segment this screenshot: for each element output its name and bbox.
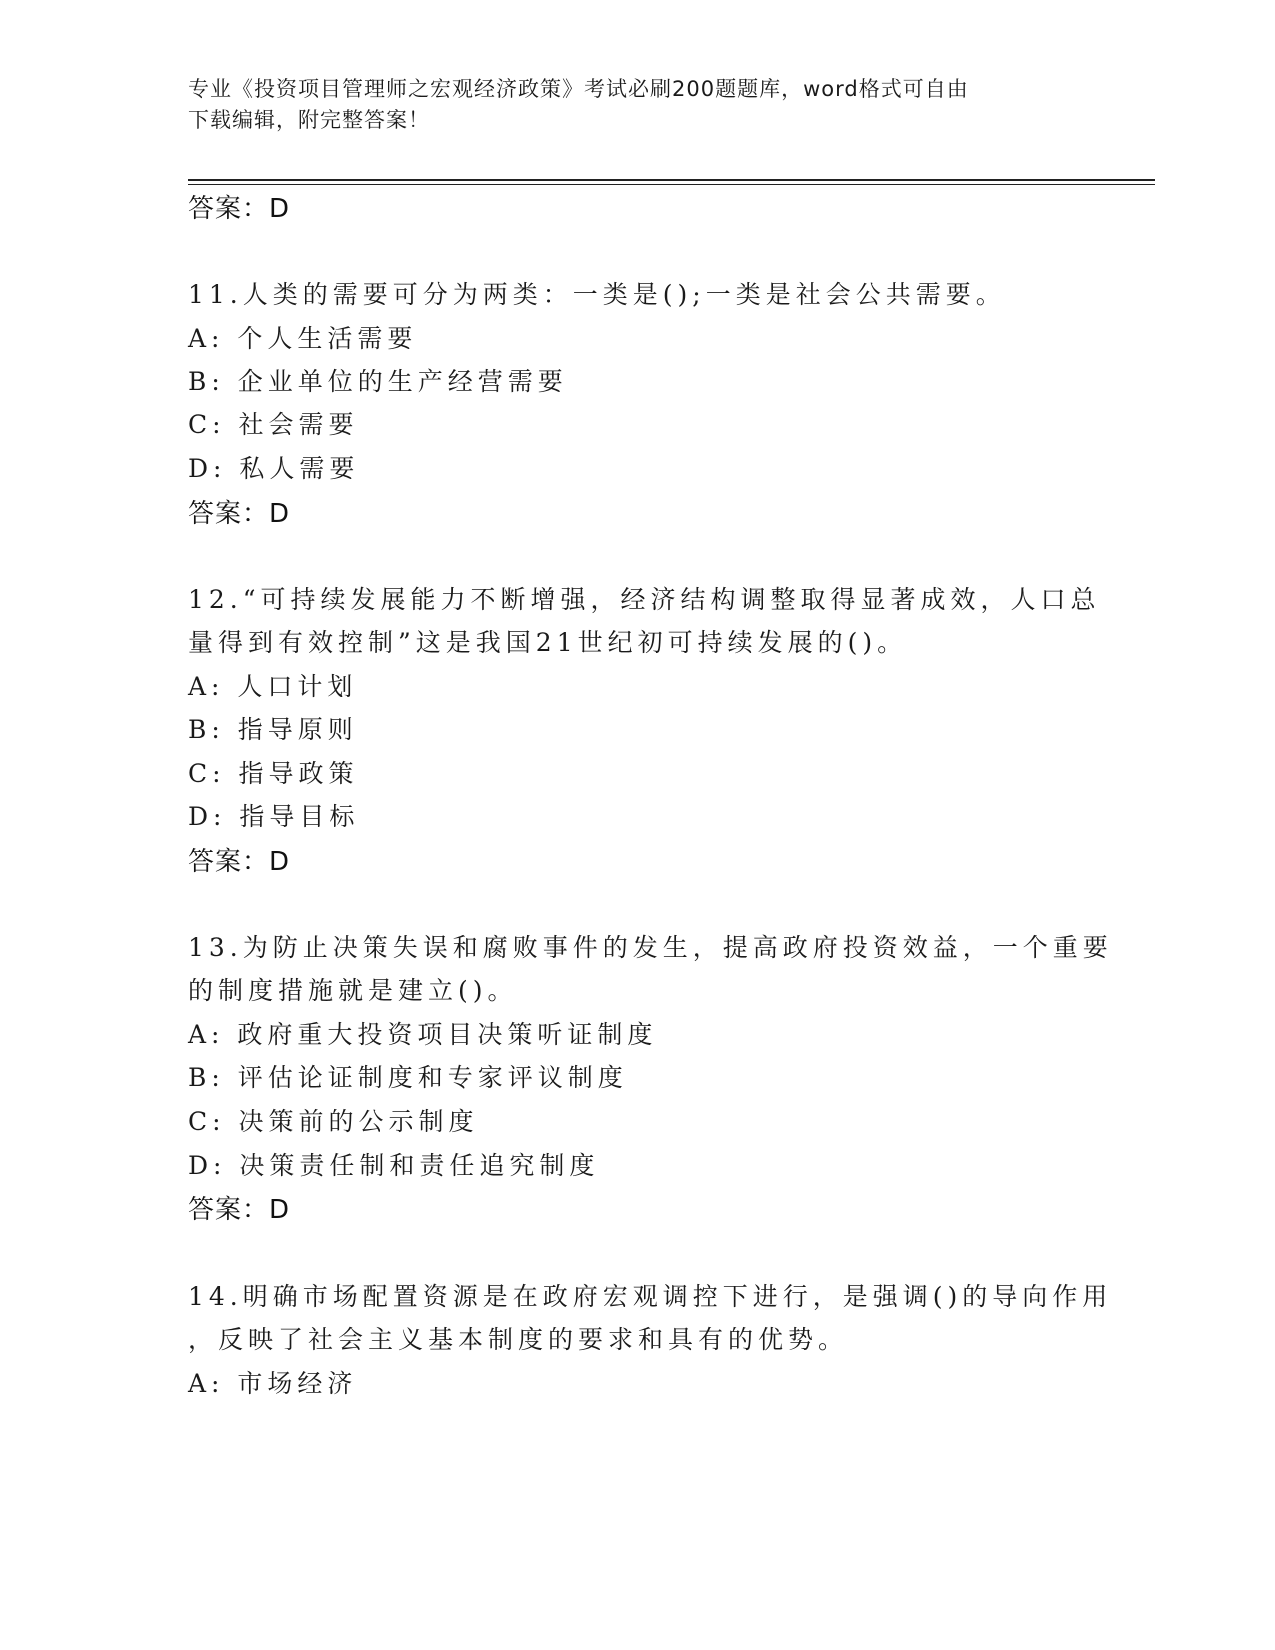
option-b: B: 评估论证制度和专家评议制度 xyxy=(188,1063,628,1092)
option-b: B: 指导原则 xyxy=(188,715,358,744)
option-d: D: 私人需要 xyxy=(188,454,360,483)
answer-line: 答案：D xyxy=(188,499,291,529)
question-12-text-cont: 量得到有效控制”这是我国21世纪初可持续发展的()。 xyxy=(188,628,908,657)
option-a: A: 政府重大投资项目决策听证制度 xyxy=(188,1020,658,1049)
option-a: A: 市场经济 xyxy=(188,1369,358,1398)
option-c: C: 社会需要 xyxy=(188,410,359,439)
option-c: C: 决策前的公示制度 xyxy=(188,1107,479,1136)
question-12-text: 12.“可持续发展能力不断增强，经济结构调整取得显著成效，人口总 xyxy=(188,585,1101,614)
option-a: A: 个人生活需要 xyxy=(188,324,418,353)
header-divider xyxy=(188,179,1155,181)
header-divider-thin xyxy=(188,184,1155,185)
question-13-text-cont: 的制度措施就是建立()。 xyxy=(188,976,518,1005)
option-d: D: 决策责任制和责任追究制度 xyxy=(188,1151,600,1180)
question-14-text: 14.明确市场配置资源是在政府宏观调控下进行，是强调()的导向作用 xyxy=(188,1282,1113,1311)
answer-line: 答案：D xyxy=(188,1195,291,1225)
option-a: A: 人口计划 xyxy=(188,672,358,701)
question-13-text: 13.为防止决策失误和腐败事件的发生，提高政府投资效益，一个重要 xyxy=(188,933,1113,962)
header-line-1: 专业《投资项目管理师之宏观经济政策》考试必刷200题题库，word格式可自由 xyxy=(188,77,969,101)
option-b: B: 企业单位的生产经营需要 xyxy=(188,367,568,396)
question-11-text: 11.人类的需要可分为两类：一类是();一类是社会公共需要。 xyxy=(188,280,1006,309)
option-d: D: 指导目标 xyxy=(188,802,360,831)
question-14-text-cont: ，反映了社会主义基本制度的要求和具有的优势。 xyxy=(188,1325,849,1354)
answer-line: 答案：D xyxy=(188,194,291,224)
document-header xyxy=(188,74,1088,136)
option-c: C: 指导政策 xyxy=(188,759,359,788)
header-line-2: 下载编辑，附完整答案！ xyxy=(188,108,430,132)
answer-line: 答案：D xyxy=(188,847,291,877)
